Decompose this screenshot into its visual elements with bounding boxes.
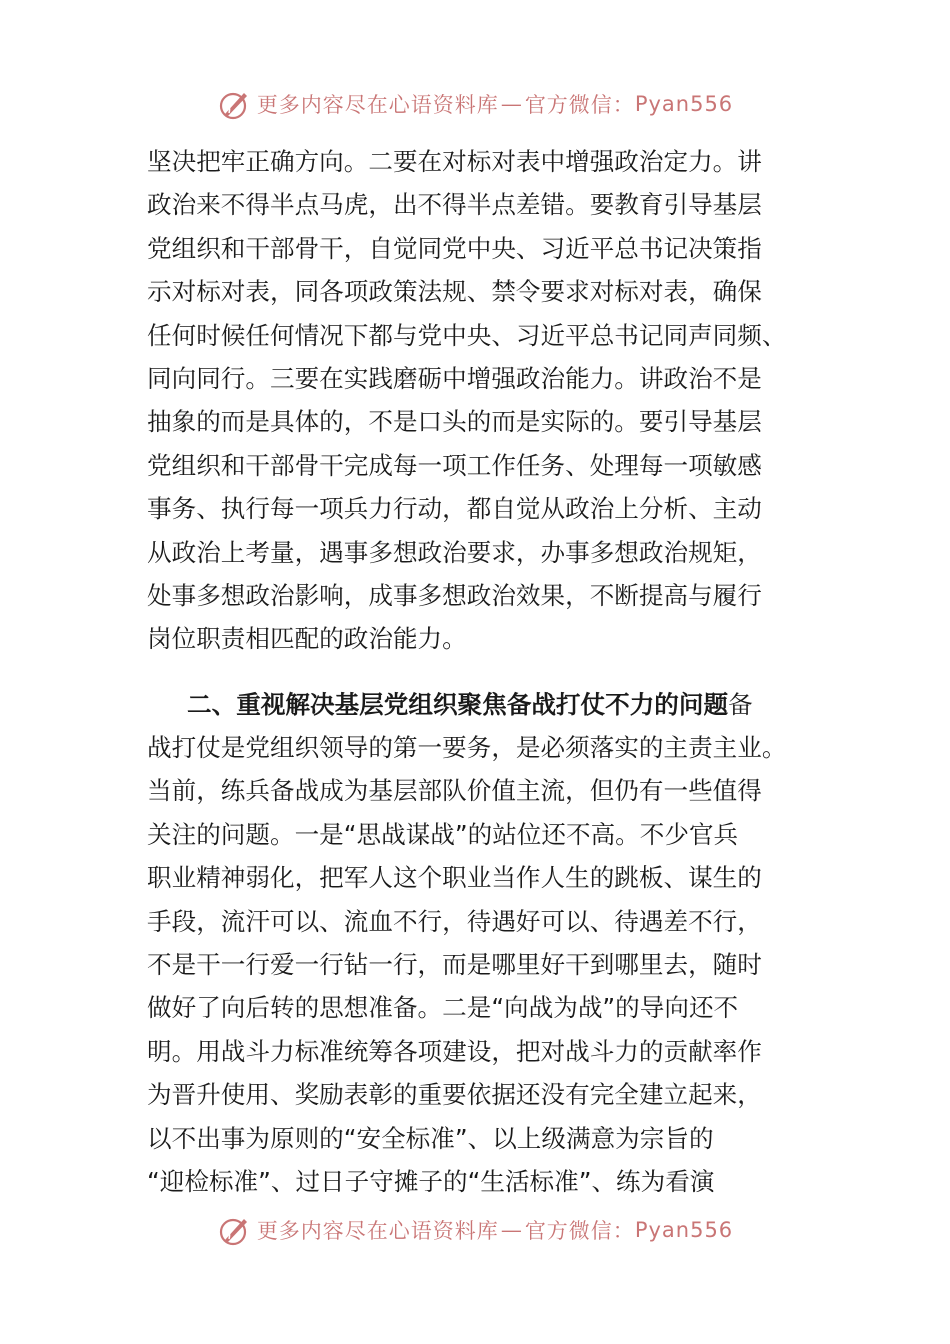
text-line: 党组织和干部骨干完成每一项工作任务、处理每一项敏感 <box>147 450 762 480</box>
text-line: 关注的问题。一是“思战谋战”的站位还不高。不少官兵 <box>147 819 739 849</box>
text-line: 坚决把牢正确方向。二要在对标对表中增强政治定力。讲 <box>147 147 762 176</box>
banner-wechat-label: 官方微信： <box>524 93 635 117</box>
text-line: 做好了向后转的思想准备。二是“向战为战”的导向还不 <box>147 993 739 1023</box>
text-line: 党组织和干部骨干，自觉同党中央、习近平总书记决策指 <box>147 233 762 263</box>
text-line: 手段，流汗可以、流血不行，待遇好可以、待遇差不行， <box>147 906 762 936</box>
text-line: 抽象的而是具体的，不是口头的而是实际的。要引导基层 <box>147 407 762 437</box>
banner-wechat-label: 官方微信： <box>524 1219 635 1243</box>
banner-dash: — <box>500 1218 523 1242</box>
text-line: 当前，练兵备战成为基层部队价值主流，但仍有一些值得 <box>147 776 762 806</box>
footer-watermark-banner <box>0 1210 950 1250</box>
text-line: 同向同行。三要在实践磨砺中增强政治能力。讲政治不是 <box>147 363 762 393</box>
text-line: 职业精神弱化，把军人这个职业当作人生的跳板、谋生的 <box>147 863 762 893</box>
section-heading-line <box>147 683 807 726</box>
text-line: 示对标对表，同各项政策法规、禁令要求对标对表，确保 <box>147 277 762 307</box>
text-line: 以不出事为原则的“安全标准”、以上级满意为宗旨的 <box>147 1123 714 1153</box>
quill-pen-logo-icon <box>217 87 251 121</box>
text-line: 从政治上考量，遇事多想政治要求，办事多想政治规矩， <box>147 537 762 567</box>
banner-text: 更多内容尽在心语资料库 <box>256 1219 499 1243</box>
section-heading: 二、重视解决基层党组织聚焦备战打仗不力的问题 <box>187 689 729 719</box>
text-line: 战打仗是党组织领导的第一要务，是必须落实的主责主业。 <box>147 733 787 763</box>
paragraph-2 <box>147 683 807 1204</box>
text-line: 不是干一行爱一行钻一行，而是哪里好干到哪里去，随时 <box>147 950 762 980</box>
text-line: 事务、执行每一项兵力行动，都自觉从政治上分析、主动 <box>147 494 762 524</box>
heading-line-continuation: 备 <box>728 689 753 719</box>
banner-text: 更多内容尽在心语资料库 <box>256 93 499 117</box>
text-line: 政治来不得半点马虎，出不得半点差错。要教育引导基层 <box>147 190 762 220</box>
text-line: “迎检标准”、过日子守摊子的“生活标准”、练为看演 <box>147 1166 715 1196</box>
text-line: 为晋升使用、奖励表彰的重要依据还没有完全建立起来， <box>147 1080 762 1110</box>
header-watermark-banner <box>0 84 950 124</box>
text-line: 任何时候任何情况下都与党中央、习近平总书记同声同频、 <box>147 320 787 350</box>
paragraph-1 <box>147 140 807 661</box>
banner-wechat-id: Pyan556 <box>634 1218 734 1242</box>
document-body <box>147 140 807 1203</box>
text-line: 明。用战斗力标准统筹各项建设，把对战斗力的贡献率作 <box>147 1036 762 1066</box>
banner-wechat-id: Pyan556 <box>634 92 734 116</box>
paragraph-spacing <box>147 661 807 683</box>
text-line: 岗位职责相匹配的政治能力。 <box>147 624 467 654</box>
text-line: 处事多想政治影响，成事多想政治效果，不断提高与履行 <box>147 580 762 610</box>
banner-dash: — <box>500 92 523 116</box>
quill-pen-logo-icon <box>217 1213 251 1247</box>
